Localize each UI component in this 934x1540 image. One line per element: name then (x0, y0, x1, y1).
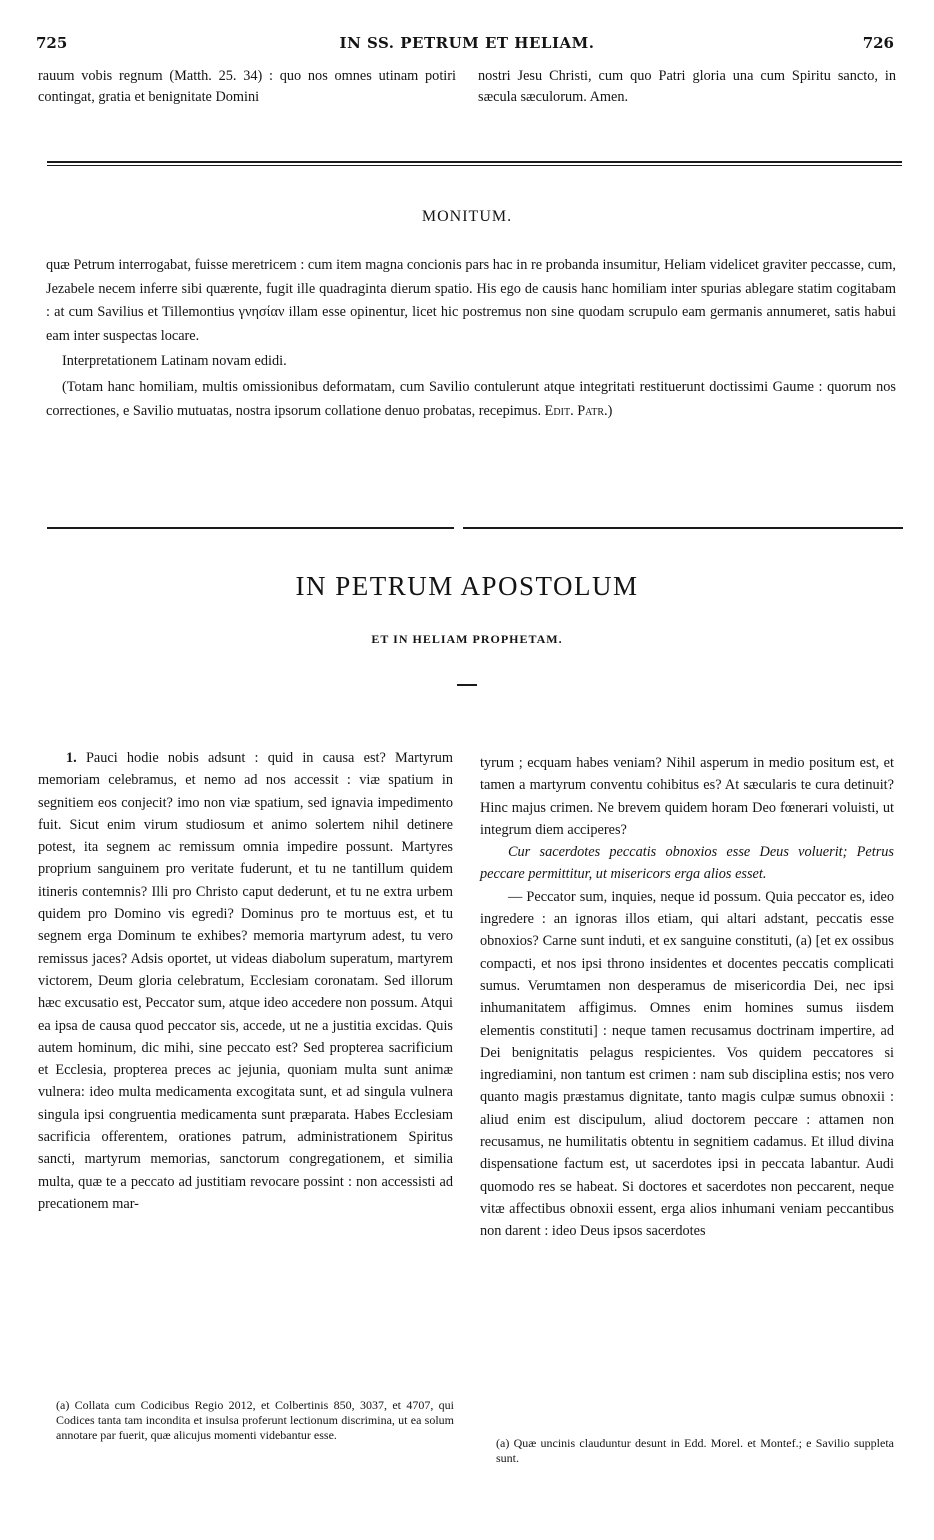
footnote-right: (a) Quæ uncinis clauduntur desunt in Edd. Morel. et Montef.; e Savilio suppleta sunt. (496, 1436, 894, 1465)
body-right-paragraph-2: — Peccator sum, inquies, neque id possum. Quia peccator es, ideo ingredere : an ignoras illos etiam, qui altari adstant, peccatis esse obnoxios? Carne sunt induti, et ex sanguine constituti, (a) [et ex ossibus compacti, et nos ipsi throno insidentes et docentes peccatis complicati sumus. Verumtamen non desperamus de misericordia Dei, nec ipsi inhumanitatem affigimus. Omnes enim homines sumus iisdem elementis constituti] : neque tamen recusamus doctrinam impertire, ad Dei benignitatis pelagus respicientes. Vos quidem peccatores si ingrediamini, non tantum est crimen : nam sub disciplina estis; nos vero quanto magis præstamus dignitate, tanto magis culpæ sumus obnoxii : aliud enim est discipulum, aliud doctorem peccare : attamen non recusamus, ne humilitatis obtentu in segnitiem cadamus. Et illud divina dispensatione factum est, ut sacerdotes ipsi in peccata labantur. Audi quomodo res se habeat. Si doctores et sacerdotes non peccarent, neque vitæ affectibus obnoxii essent, erga alios inhumani veniam peccantibus non darent : ideo Deus ipsos sacerdotes (480, 888, 894, 1240)
body-right-column (480, 752, 894, 1243)
homily-subtitle: ET IN HELIAM PROPHETAM. (371, 632, 563, 646)
running-header (0, 34, 934, 56)
footnote-left: (a) Collata cum Codicibus Regio 2012, et Colbertinis 850, 3037, et 4707, qui Codices tanta tam incondita et insulsa proferunt lectionum discrimina, ut ea solum annotare par fuerit, quæ alicujus momenti videbantur esse. (56, 1398, 454, 1442)
monitum-heading: MONITUM. (421, 208, 513, 225)
monitum-paragraph-3-text: (Totam hanc homiliam, multis omissionibus deformatam, cum Savilio contulerunt atque integritati restituerunt doctissimi Gaume : quorum nos correctiones, e Savilio mutuatas, nostra ipsorum collatione denuo probatas, recepimus. (46, 378, 896, 419)
section-divider (47, 161, 902, 166)
body-right-paragraph-1: tyrum ; ecquam habes veniam? Nihil asperum in medio positum est, et tamen a martyrum conventu cohibitus es? At sæcularis te cura detinuit? Hinc majus crimen. Ne brevem quidem horam Deo fœnerari voluisti, ut integrum diem acciperes? (480, 755, 894, 838)
monitum-body (46, 254, 896, 423)
title-dash (457, 684, 477, 686)
top-right-text: nostri Jesu Christi, cum quo Patri gloria una cum Spiritu sancto, in sæcula sæculorum. Amen. (478, 68, 896, 106)
left-page-number: 725 (36, 34, 68, 52)
divider-right (463, 527, 903, 529)
body-left-paragraph (38, 747, 453, 1215)
paragraph-number: 1. (66, 750, 77, 766)
monitum-paragraph-3 (46, 376, 896, 423)
top-right-column (478, 66, 896, 109)
body-right-marginal-summary: Cur sacerdotes peccatis obnoxios esse Deus voluerit; Petrus peccare permittitur, ut misericors erga alios esset. (480, 844, 894, 883)
body-left-text: Pauci hodie nobis adsunt : quid in causa est? Martyrum memoriam celebramus, et nemo ad nos accessit : viæ spatium in segnitiem eos conjecit? imo non viæ spatium, sed ignavia impedimento fuit. Sicut enim virum studiosum et animo solertem nihil detinere potest, ita segnem ac remissum omnia impedire possunt. Martyres proprium sanguinem pro veritate fuderunt, et tu ne tantillum quidem itineris contemnis? Illi pro Christo caput dederunt, et tu ne extra urbem quidem pro Domino vis egredi? Dominus pro te mortuus est, et tu segnem erga Dominum te exhibes? memoria martyrum adest, tu vero remissus jaces? Adsis oportet, ut videas diabolum superatum, martyrem victorem, Deum gloria celebratum, Ecclesiam coronatam. Sed illorum hæc excusatio est, Peccator sum, atque ideo accedere non possum. Atqui ea ipsa de causa quod peccator sis, accede, ut ne a justitia excidas. Quis autem hominum, dic mihi, sine peccato est? Sed propterea sacrificium et Ecclesia, propterea preces ac jejunia, quoniam multa sunt animæ vulnera: ideo multa medicamenta excogitata sunt, et ad singula vulnera singula ipsi congruentia medicamenta sunt præparata. Habes Ecclesiam sacrificia offerentem, orationes patrum, administrationem Spiritus sancti, martyrum memorias, sanctorum congregationem, et similia multa, quæ te a peccato ad justitiam revocare possint : non accessisti ad precationem mar- (38, 750, 453, 1212)
body-left-column (38, 747, 453, 1215)
monitum-paragraph-1: quæ Petrum interrogabat, fuisse meretricem : cum item magna concionis pars hac in re probanda insumitur, Heliam videlicet graviter peccasse, cum, Jezabele necem inferre sibi quærente, fugit ille quadraginta dierum spatio. His ego de causis hanc homiliam inter spurias ablegare statim cogitabam : at cum Savilius et Tillemontius γνησίαν illam esse opinentur, licet hic postremus non sine quodam scrupulo eam germanis annumeret, satis habui eam inter suspectas locare. (46, 257, 896, 344)
top-left-column (38, 66, 456, 109)
homily-title: IN PETRUM APOSTOLUM (295, 571, 639, 601)
top-left-text: rauum vobis regnum (Matth. 25. 34) : quo nos omnes utinam potiri contingat, gratia et benignitate Domini (38, 68, 456, 106)
right-page-number: 726 (862, 34, 894, 52)
editor-signature: Edit. Patr.) (544, 402, 613, 419)
divider-left (47, 527, 454, 529)
monitum-paragraph-2: Interpretationem Latinam novam edidi. (62, 353, 287, 370)
running-title: IN SS. PETRUM ET HELIAM. (339, 34, 595, 52)
